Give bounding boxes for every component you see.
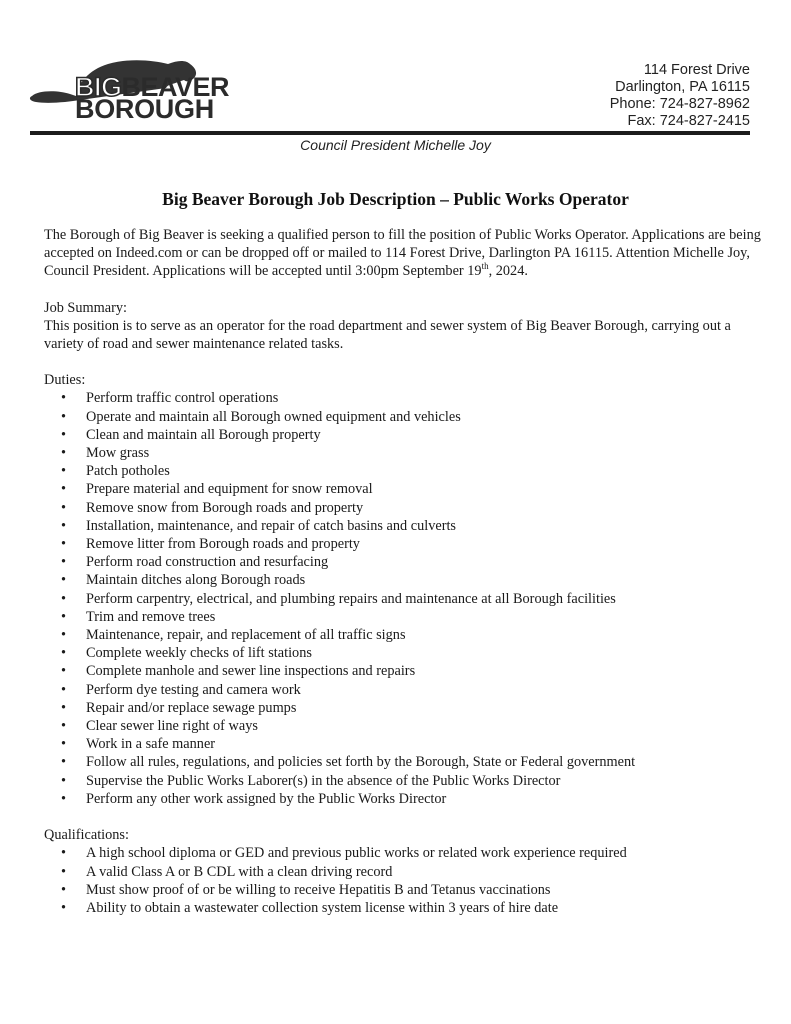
intro-text: The Borough of Big Beaver is seeking a qualified person to fill the position of Public Works Operator. Applications are being accepted on Indeed.com or can be dropped off or mailed to 114 Forest Drive, Darlington PA 16115. Attention Michelle Joy, Council President. Applications will be accepted until 3:00pm September 19 <box>44 227 761 280</box>
duty-item <box>44 462 764 480</box>
list-item-text: Clear sewer line right of ways <box>86 718 258 735</box>
document-body <box>44 226 764 917</box>
list-item-text: Patch potholes <box>86 463 170 480</box>
job-summary-text: This position is to serve as an operator for the road department and sewer system of Big Beaver Borough, carrying out a variety of road and sewer maintenance related tasks. <box>44 317 731 353</box>
bullet-icon: • <box>61 790 67 807</box>
list-item-text: Repair and/or replace sewage pumps <box>86 699 297 716</box>
qualifications-heading: Qualifications: <box>44 827 129 844</box>
duty-item <box>44 644 764 662</box>
list-item-text: A high school diploma or GED and previous public works or related work experience required <box>86 845 627 862</box>
bullet-icon: • <box>61 608 67 625</box>
list-item-text: Perform dye testing and camera work <box>86 681 301 698</box>
document-title: Big Beaver Borough Job Description – Public Works Operator <box>162 189 629 209</box>
list-item-text: Work in a safe manner <box>86 736 216 753</box>
bullet-icon: • <box>61 736 67 753</box>
bullet-icon: • <box>61 572 67 589</box>
borough-logo <box>28 54 228 126</box>
duty-item <box>44 408 764 426</box>
duty-item <box>44 444 764 462</box>
spacer <box>44 353 764 371</box>
address-city: Darlington, PA 16115 <box>615 79 750 95</box>
list-item-text: Supervise the Public Works Laborer(s) in the absence of the Public Works Director <box>86 772 561 789</box>
duty-item <box>44 717 764 735</box>
duty-item <box>44 517 764 535</box>
list-item-text: Remove snow from Borough roads and property <box>86 499 364 516</box>
list-item-text: A valid Class A or B CDL with a clean driving record <box>86 863 393 880</box>
intro-paragraph <box>44 226 764 281</box>
bullet-icon: • <box>61 699 67 716</box>
bullet-icon: • <box>61 899 67 916</box>
address-phone: Phone: 724-827-8962 <box>609 96 750 112</box>
list-item-text: Mow grass <box>86 445 150 462</box>
duty-item <box>44 753 764 771</box>
list-item-text: Trim and remove trees <box>86 608 216 625</box>
address-fax: Fax: 724-827-2415 <box>627 113 750 129</box>
duty-item <box>44 735 764 753</box>
list-item-text: Complete weekly checks of lift stations <box>86 645 312 662</box>
header-divider <box>30 131 750 135</box>
duty-item <box>44 608 764 626</box>
duty-item <box>44 571 764 589</box>
qualification-item <box>44 844 764 862</box>
qualification-item <box>44 863 764 881</box>
list-item-text: Perform road construction and resurfacing <box>86 554 329 571</box>
intro-text-end: , 2024. <box>488 263 528 280</box>
duty-item <box>44 790 764 808</box>
list-item-text: Perform any other work assigned by the Public Works Director <box>86 790 447 807</box>
bullet-icon: • <box>61 445 67 462</box>
list-item-text: Perform carpentry, electrical, and plumbing repairs and maintenance at all Borough facilities <box>86 590 616 607</box>
qualifications-list <box>44 844 764 917</box>
logo-big: BIG <box>75 72 122 102</box>
duties-heading: Duties: <box>44 372 86 389</box>
logo-beaver: BEAVER <box>121 72 230 102</box>
bullet-icon: • <box>61 390 67 407</box>
bullet-icon: • <box>61 517 67 534</box>
duty-item <box>44 553 764 571</box>
duty-item <box>44 535 764 553</box>
list-item-text: Remove litter from Borough roads and property <box>86 536 360 553</box>
list-item-text: Maintenance, repair, and replacement of all traffic signs <box>86 627 406 644</box>
duty-item <box>44 626 764 644</box>
duty-item <box>44 772 764 790</box>
bullet-icon: • <box>61 463 67 480</box>
duty-item <box>44 426 764 444</box>
spacer <box>44 281 764 299</box>
bullet-icon: • <box>61 718 67 735</box>
bullet-icon: • <box>61 663 67 680</box>
bullet-icon: • <box>61 554 67 571</box>
bullet-icon: • <box>61 426 67 443</box>
bullet-icon: • <box>61 881 67 898</box>
list-item-text: Operate and maintain all Borough owned equipment and vehicles <box>86 408 461 425</box>
list-item-text: Maintain ditches along Borough roads <box>86 572 306 589</box>
bullet-icon: • <box>61 681 67 698</box>
bullet-icon: • <box>61 590 67 607</box>
duty-item <box>44 662 764 680</box>
duty-item <box>44 681 764 699</box>
duty-item <box>44 389 764 407</box>
address-block <box>610 62 750 130</box>
bullet-icon: • <box>61 536 67 553</box>
bullet-icon: • <box>61 627 67 644</box>
list-item-text: Ability to obtain a wastewater collection system license within 3 years of hire date <box>86 899 559 916</box>
bullet-icon: • <box>61 481 67 498</box>
bullet-icon: • <box>61 408 67 425</box>
duty-item <box>44 480 764 498</box>
duty-item <box>44 499 764 517</box>
logo-text-line2: BOROUGH <box>75 94 214 124</box>
intro-superscript: th <box>481 261 489 272</box>
bullet-icon: • <box>61 845 67 862</box>
qualification-item <box>44 881 764 899</box>
qualification-item <box>44 899 764 917</box>
bullet-icon: • <box>61 754 67 771</box>
list-item-text: Installation, maintenance, and repair of catch basins and culverts <box>86 517 456 534</box>
list-item-text: Clean and maintain all Borough property <box>86 426 321 443</box>
list-item-text: Complete manhole and sewer line inspections and repairs <box>86 663 416 680</box>
list-item-text: Must show proof of or be willing to receive Hepatitis B and Tetanus vaccinations <box>86 881 551 898</box>
address-street: 114 Forest Drive <box>643 62 750 78</box>
list-item-text: Follow all rules, regulations, and policies set forth by the Borough, State or Federal government <box>86 754 636 771</box>
bullet-icon: • <box>61 645 67 662</box>
list-item-text: Prepare material and equipment for snow removal <box>86 481 373 498</box>
duty-item <box>44 590 764 608</box>
letterhead <box>0 0 791 160</box>
bullet-icon: • <box>61 772 67 789</box>
bullet-icon: • <box>61 499 67 516</box>
spacer <box>44 808 764 826</box>
list-item-text: Perform traffic control operations <box>86 390 279 407</box>
job-summary-heading: Job Summary: <box>44 299 128 316</box>
duty-item <box>44 699 764 717</box>
bullet-icon: • <box>61 863 67 880</box>
council-president: Council President Michelle Joy <box>300 137 491 153</box>
duties-list <box>44 389 764 808</box>
